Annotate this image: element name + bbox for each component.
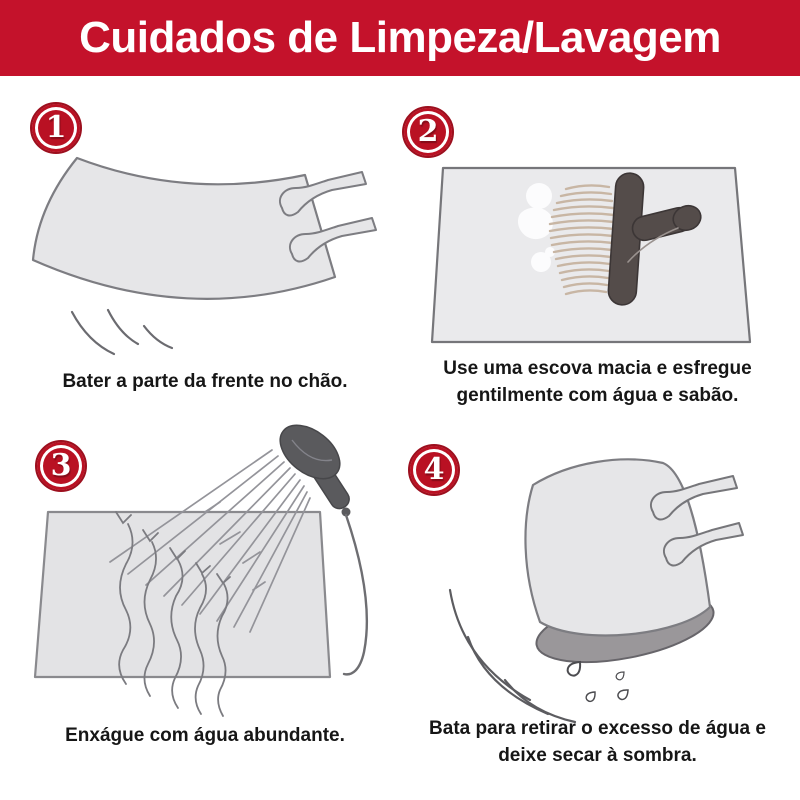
step-1-caption: Bater a parte da frente no chão. <box>62 371 348 393</box>
header-banner <box>0 0 800 76</box>
step-2-number-badge <box>402 106 454 158</box>
step-4-card <box>400 412 795 800</box>
step-1-card <box>10 76 400 412</box>
step-2-number: 2 <box>417 114 439 149</box>
step-4-number-badge <box>408 444 460 496</box>
shower-head-icon <box>270 415 352 517</box>
mat-shape <box>33 158 335 299</box>
step-3-number: 3 <box>50 448 72 483</box>
step-1-number: 1 <box>45 110 67 145</box>
water-drops-icon <box>565 658 630 703</box>
step-4-caption: Bata para retirar o excesso de água e deixe secar à sombra. <box>429 717 766 767</box>
motion-lines-icon <box>72 310 172 354</box>
step-3-card <box>10 412 400 800</box>
step-2-caption: Use uma escova macia e esfregue gentilmente com água e sabão. <box>443 357 752 407</box>
page-title: Cuidados de Limpeza/Lavagem <box>79 13 721 62</box>
step-3-caption: Enxágue com água abundante. <box>65 725 345 747</box>
step-1-number-badge <box>30 102 82 154</box>
mat-surface <box>35 512 330 677</box>
step-3-number-badge <box>35 440 87 492</box>
step-4-number: 4 <box>423 452 445 487</box>
shower-hose <box>344 515 367 674</box>
step-2-card <box>400 76 795 412</box>
